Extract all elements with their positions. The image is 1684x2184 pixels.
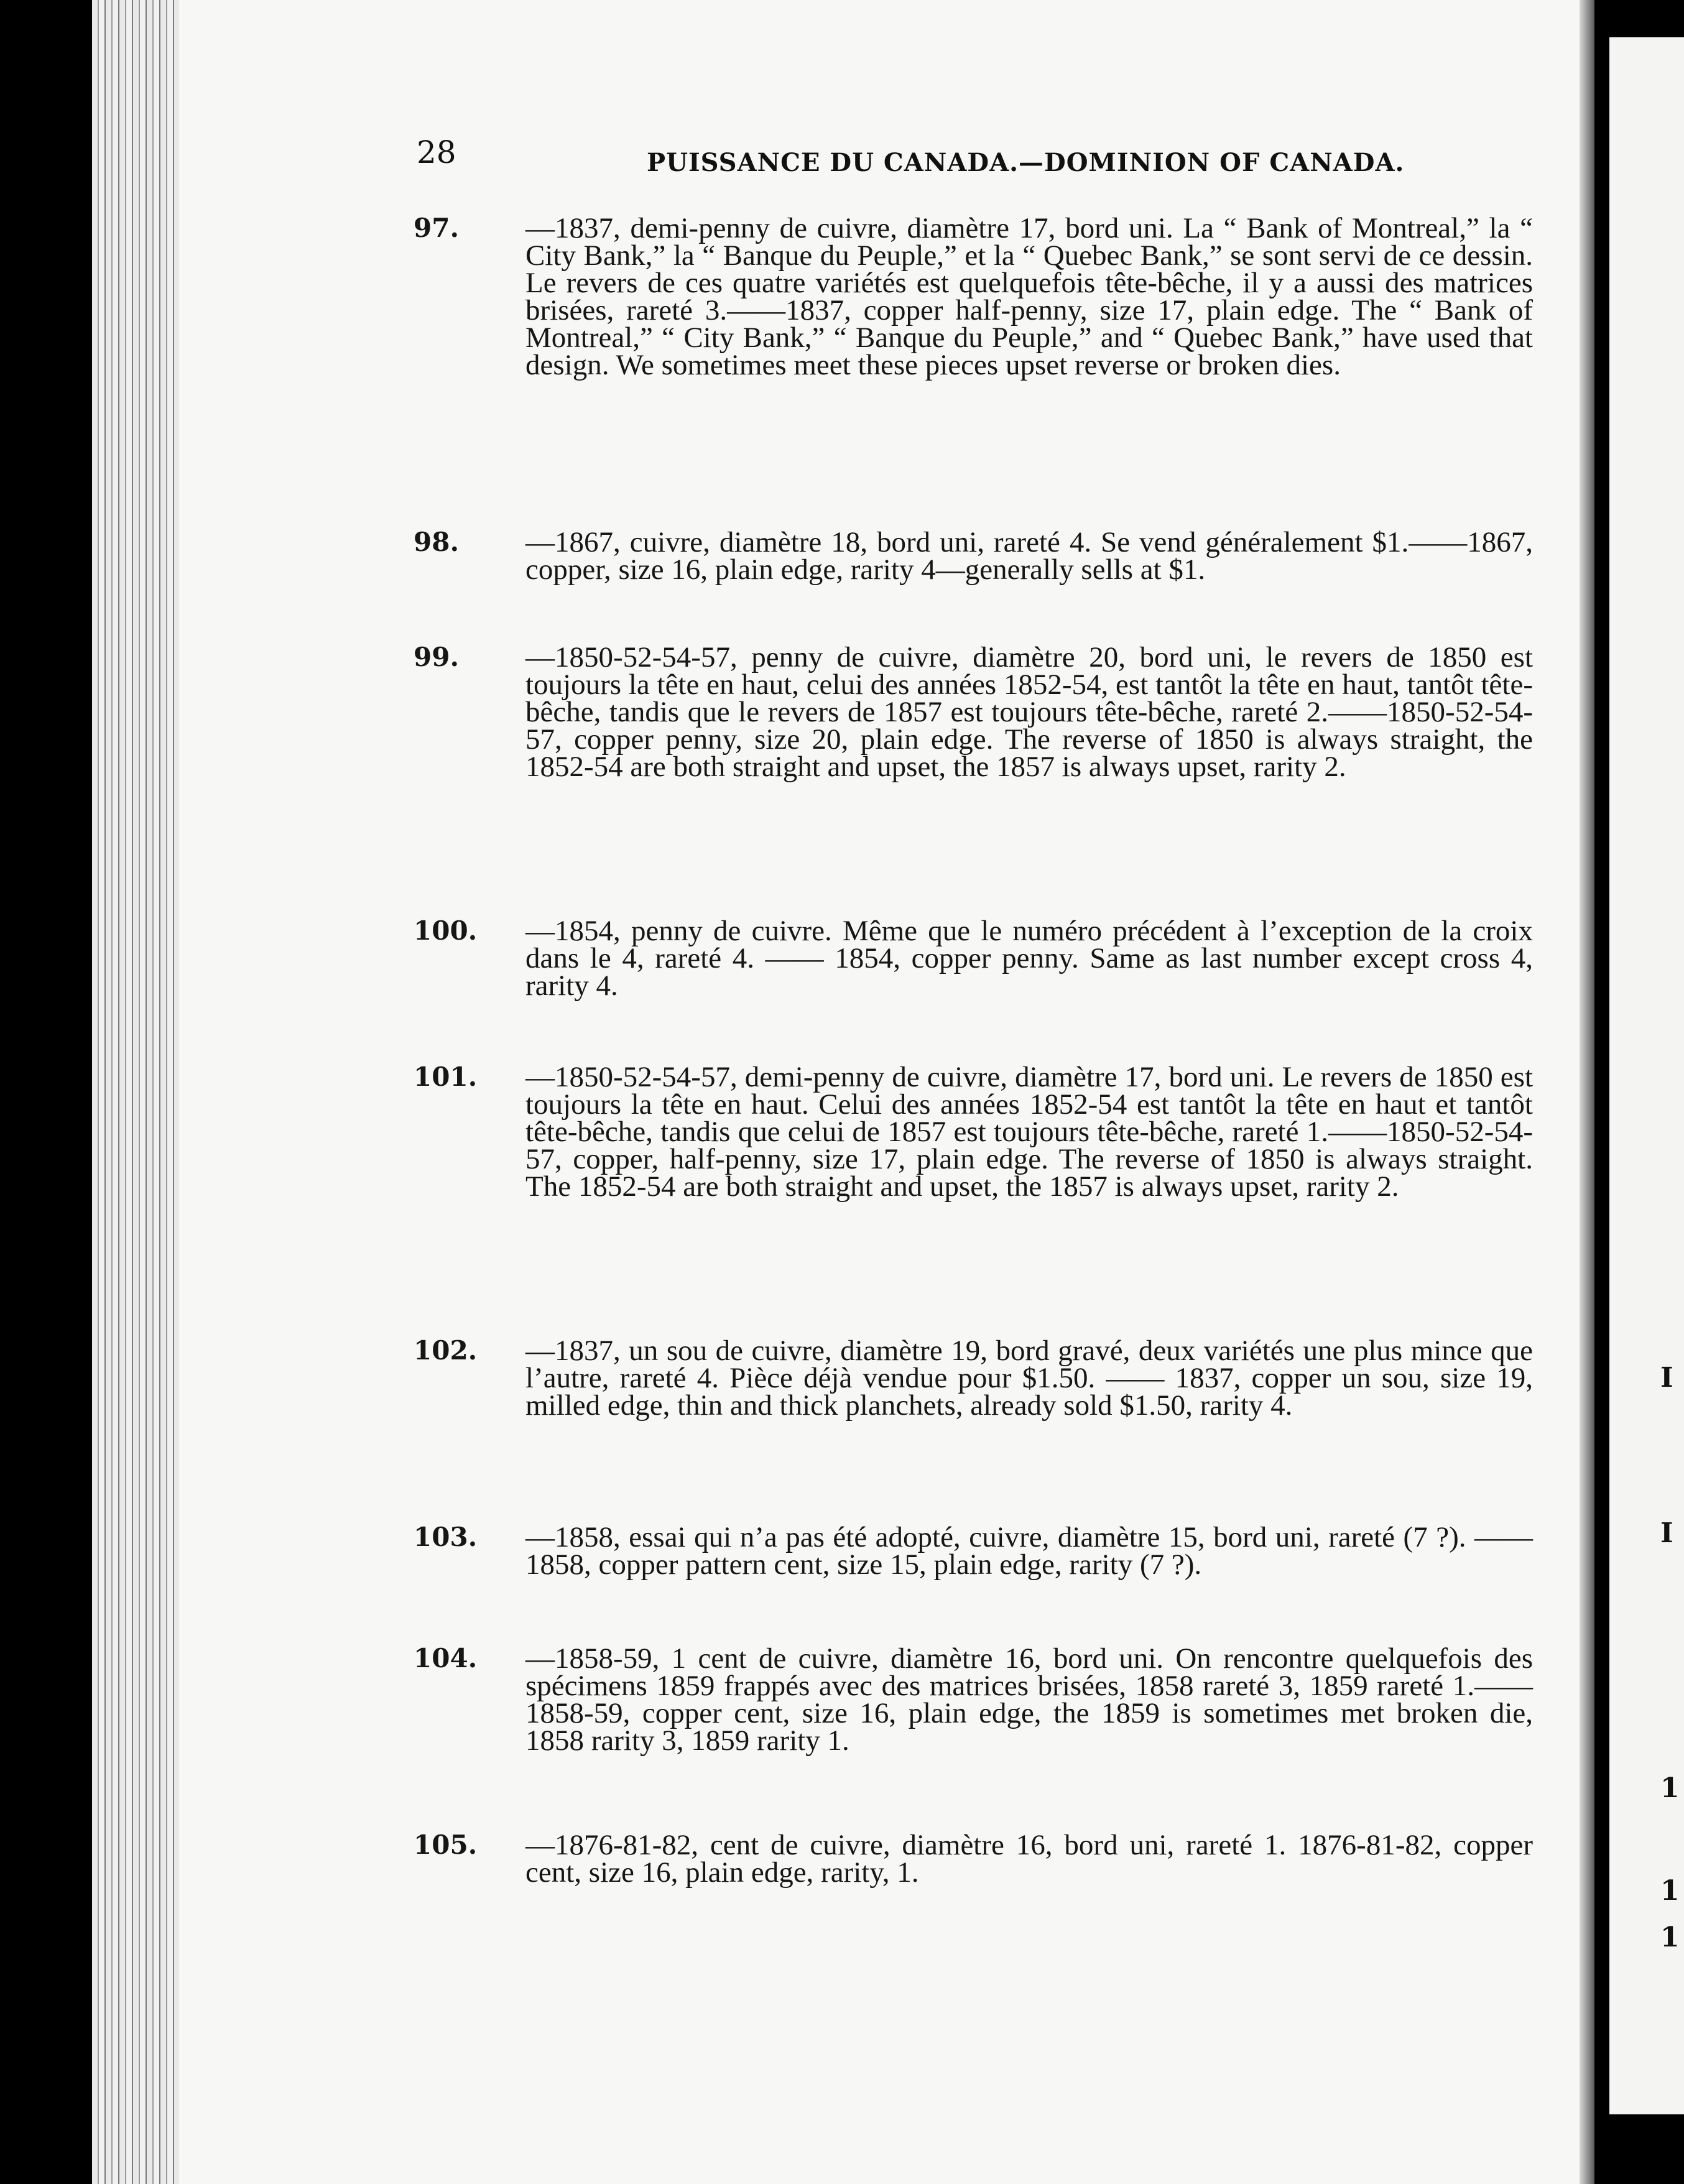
entry-number: 101. [414,1062,478,1092]
entry-number: 103. [414,1522,478,1552]
entry-number: 97. [414,213,460,243]
entry-number: 105. [414,1830,478,1860]
entry-text: —1837, demi-penny de cuivre, diamètre 17, bord uni. La “ Bank of Montreal,” la “ City Bank,” la “ Banque du Peuple,” et la “ Quebec Bank,” se sont servi de ce dessin. Le revers de ces quatre variétés est quelquefois tête-bêche, il y a aussi des matrices brisées, rareté 3.——1837, copper half-penny, size 17, plain edge. The “ Bank of Montreal,” “ City Bank,” “ Banque du Peuple,” and “ Quebec Bank,” have used that design. We sometimes meet these pieces upset reverse or broken dies. [525,212,1533,381]
facing-page-edge [1609,37,1684,2114]
facing-fragment: I [1660,1362,1673,1394]
catalog-entry [414,1337,1533,1524]
facing-fragment: 1 [1660,1772,1680,1804]
entry-number: 102. [414,1335,478,1366]
entry-number: 100. [414,915,478,946]
book-gutter [1580,0,1594,2184]
catalog-entry [414,526,1533,644]
entry-text: —1858, essai qui n’a pas été adopté, cuivre, diamètre 15, bord uni, rareté (7 ?). —— 1858, copper pattern cent, size 15, plain edge, rarity (7 ?). [525,1521,1533,1581]
entry-number: 99. [414,642,460,672]
catalog-entry [414,1831,1533,1925]
entry-text: —1850-52-54-57, penny de cuivre, diamètre 20, bord uni, le revers de 1850 est toujours la tête en haut, celui des années 1852-54, est tantôt la tête en haut, tantôt tête-bêche, tandis que le revers de 1857 est toujours tête-bêche, rareté 2.——1850-52-54-57, copper penny, size 20, plain edge. The reverse of 1850 is always straight, the 1852-54 are both straight and upset, the 1857 is always upset, rarity 2. [525,641,1533,783]
entry-text: —1867, cuivre, diamètre 18, bord uni, rareté 4. Se vend généralement $1.——1867, copper, size 16, plain edge, rarity 4—generally sells at $1. [525,526,1533,586]
facing-fragment: 1 [1660,1875,1680,1907]
entry-number: 104. [414,1643,478,1673]
catalog-entry [414,641,1533,917]
entry-text: —1876-81-82, cent de cuivre, diamètre 16, bord uni, rareté 1. 1876-81-82, copper cent, size 16, plain edge, rarity, 1. [525,1829,1533,1889]
entry-number: 98. [414,527,460,557]
catalog-entry [414,1521,1533,1645]
facing-fragment: I [1660,1517,1673,1549]
page-header [417,134,1561,184]
page-number: 28 [417,134,456,170]
page-edges [92,0,179,2184]
catalog-entry [414,212,1533,529]
running-title: PUISSANCE DU CANADA.—DOMINION OF CANADA. [647,148,1405,177]
catalog-entry [414,1642,1533,1831]
entry-text: —1854, penny de cuivre. Même que le numéro précédent à l’exception de la croix dans le 4, rareté 4. —— 1854, copper penny. Same as last number except cross 4, rarity 4. [525,915,1533,1002]
entry-text: —1837, un sou de cuivre, diamètre 19, bord gravé, deux variétés une plus mince que l’autre, rareté 4. Pièce déjà vendue pour $1.50. —— 1837, copper un sou, size 19, milled edge, thin and thick planchets, already sold $1.50, rarity 4. [525,1335,1533,1422]
entry-text: —1858-59, 1 cent de cuivre, diamètre 16, bord uni. On rencontre quelquefois des spécimens 1859 frappés avec des matrices brisées, 1858 rareté 3, 1859 rareté 1.——1858-59, copper cent, size 16, plain edge, the 1859 is sometimes met broken die, 1858 rarity 3, 1859 rarity 1. [525,1642,1533,1757]
catalog-entry [414,917,1533,1063]
catalog-entry [414,1063,1533,1337]
entry-text: —1850-52-54-57, demi-penny de cuivre, diamètre 17, bord uni. Le revers de 1850 est toujours la tête en haut. Celui des années 1852-54 est tantôt la tête en haut et tantôt tête-bêche, tandis que celui de 1857 est toujours tête-bêche, rareté 1.——1850-52-54-57, copper, half-penny, size 17, plain edge. The reverse of 1850 is always straight. The 1852-54 are both straight and upset, the 1857 is always upset, rarity 2. [525,1061,1533,1203]
catalog-entries [414,212,1533,1925]
facing-fragment: 1 [1660,1922,1680,1953]
